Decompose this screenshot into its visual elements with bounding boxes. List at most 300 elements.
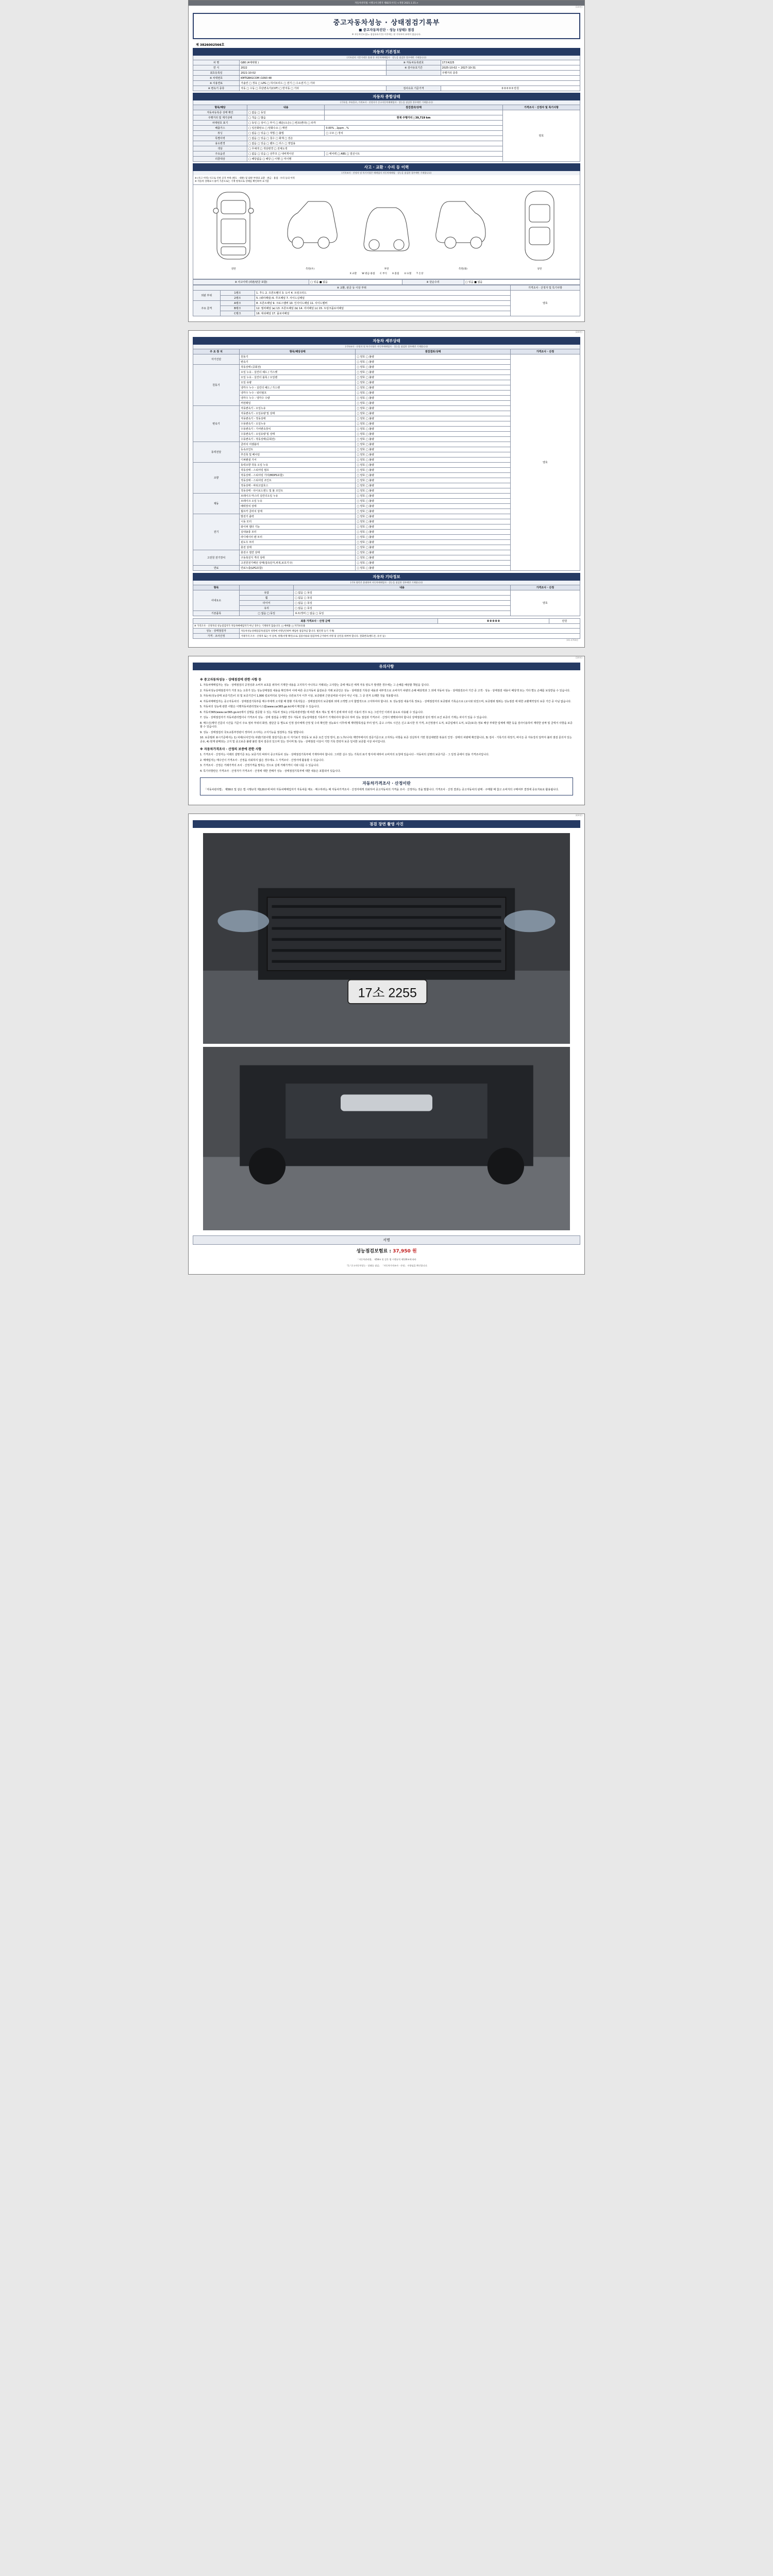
etc-value[interactable]: □ 없음 □ 동일 xyxy=(294,590,511,596)
detail-item-state[interactable]: □ 양호 □ 불량 xyxy=(356,509,510,514)
detail-item-label: 라디에이터 팬 모터 xyxy=(240,535,356,540)
inspector-value: 자동차성능상태점검자(점검자 성명에 서명날인하며 책임한 점검자임 합니다. 법인명 등기 기재) xyxy=(240,629,580,634)
parts-rank: A랭크 xyxy=(220,301,255,306)
detail-item-label: 커먼레일 xyxy=(240,401,356,406)
parts-rank: B랭크 xyxy=(220,306,255,311)
notice-item: 10. 보증범위 표시기준에서는 1) 차대(나사인아) 차량(기본사항 점검기준) 2) 이 자기보기 정상동 보 보증 요건 인정 방식, 2) 노후(나사) 계약부에서의 검증기준으로 고지하는 사항을 보증 성실하지 기반 현실대변한 복용의 인정 · 상태의 차량에 확인합니다, 3) 검사 · 기록기의 취정기, 바이든 중 자유강의 달까지 불러 점검 문의자 있는 공유, 4) 현재 판매되는 고지 및 중고보증 불량 불만 절차 검증의 있으며 있는 것이며 5) 성능 · 상태점검 이상이 기반 기록 연락자 보증 일치한 보증함 이상 차이입니다. xyxy=(200,736,572,743)
document-title: 중고자동차성능 · 상태점검기록부 xyxy=(333,19,440,27)
etc-base-item[interactable]: □ 없음 □ 동일 xyxy=(240,611,294,616)
detail-item-label: 냉각수 누수 - 워터펌프 xyxy=(240,391,356,396)
notice-item: 5. 자동차의 성능에 관한 사항은 이행자동차관리정보시스템(www.car365.go.kr)에서 확인할 수 있습니다. xyxy=(200,705,320,708)
table-row xyxy=(193,110,580,115)
detail-item-label: 디퍼렌셜 기어 xyxy=(240,457,356,463)
detail-item-state[interactable]: □ 양호 □ 불량 xyxy=(356,499,510,504)
table-row xyxy=(193,291,580,296)
row-label-2: 검사유효 기준가격 xyxy=(386,86,441,91)
detail-item-state[interactable]: □ 양호 □ 불량 xyxy=(356,555,510,561)
detail-item-label: 브레이크 마스터 실린더오일 누유 xyxy=(240,494,356,499)
car-diagram-rear xyxy=(358,187,415,270)
car-diagram-zone xyxy=(193,185,580,279)
car-label-front: 전면 xyxy=(231,268,236,270)
detail-state-body xyxy=(193,354,580,571)
car-side-right-svg xyxy=(282,187,338,264)
inspector-label: 성능 · 상태점검자 xyxy=(193,629,240,634)
parts-rank: 1랭크 xyxy=(220,291,255,296)
sheet-3 xyxy=(188,656,585,805)
row-result xyxy=(325,110,502,115)
legend-item: C 부식 xyxy=(380,273,387,275)
detail-item-state[interactable]: □ 양호 □ 불량 xyxy=(356,437,510,442)
appraiser-value: 거래가격 조사 · 산정자 또는 이 날짜, 성명(서명 확인)으로 검증서류와 점검자에 근거하여 서명 및 날인을 하여야 합니다. 전화번호(핸드폰, 유선 등) xyxy=(240,634,580,639)
document-number-value: 3826002566호 xyxy=(199,43,225,47)
detail-item-label: 동력조향 작동 오일 누유 xyxy=(240,463,356,468)
detail-item-label: 수동변속기 - 기어변속장치 xyxy=(240,427,356,432)
row-label: 최초등록일 xyxy=(193,71,240,76)
row-item[interactable]: □ 없음 □ 있음 □ 적법 □ 불법 xyxy=(247,131,325,136)
car-diagram-top xyxy=(511,187,568,270)
notice-body xyxy=(193,670,580,800)
notice-item: 1. 자동차매매업자는 성능 · 상태점검의 공정성과 소비자 보호를 위하여 기재한 내용을 고지하기 아니하고 거래되는 고지받는 중에 매도인 에게 자동 양도가 발생한 경우에는 그 손해를 배상할 책임을 집니다. xyxy=(200,684,430,687)
sheet-2 xyxy=(188,330,585,648)
car-front-svg xyxy=(206,187,261,264)
notice-heading-2: ※ 자동차가격조사 · 산정의 보증에 관한 사항 xyxy=(200,748,262,751)
section-accident-note: (기록조사 · 산정자 및 특기사항은 매매업자 자동차매매업 · 성능을 점검한 경우에만 기재합니다) xyxy=(193,171,580,175)
detail-item-state[interactable]: □ 양호 □ 불량 xyxy=(356,468,510,473)
row-value: KMTGB41COM /1093 48 xyxy=(240,76,580,81)
etc-item: 유압 xyxy=(240,590,294,596)
final-price-table xyxy=(193,618,580,639)
detail-item-label: 작동상태 - 스티어링 펌프 xyxy=(240,468,356,473)
document-number xyxy=(193,41,580,48)
col-header-1 xyxy=(240,585,294,590)
final-price-note: ※ 가격조사 · 산정자의 성능점검자가 자동차매매업자가 아닌 경우는 기재하지 않습니다. □ 매매용 □ 자가보유용 xyxy=(193,624,580,629)
section-basic-info-note: (기록상의 기준가격은 휴대 등 자동차매매업자 · 성능을 점검한 경우에만 기재합니다) xyxy=(193,56,580,60)
table-row xyxy=(193,81,580,86)
etc-item: 휠 xyxy=(240,596,294,601)
col-header-1: 내용 xyxy=(247,105,325,110)
row-result: 0.00% , 2ppm , % xyxy=(325,126,502,131)
final-price-title: 최종 가격조사 · 산정 금액 xyxy=(193,619,438,624)
footer-line-1: 「자동차관리법」 제58조 및 같은 법 시행규칙 제120조에 따라 xyxy=(357,1258,416,1261)
section-overall-header: 자동차 종합상태 xyxy=(193,93,580,100)
detail-item-state[interactable]: □ 양호 □ 불량 xyxy=(356,463,510,468)
detail-item-label: 오일 누유 - 실린더 블록 / 오일팬 xyxy=(240,375,356,380)
car-side-left-svg xyxy=(435,187,491,264)
col-header-0: 항목/해당 xyxy=(193,105,247,110)
table-row xyxy=(193,71,580,76)
parts-group-outer: 외판 부위 xyxy=(193,291,221,301)
row-value: 자동 □ 수동 □ 무단변속기(CVT) □ 반자동 □ 기타 xyxy=(240,86,386,91)
notice-item: 1. 가격조사 · 산정자는 이래의 설명기준 또는 보증기의 따라서 중고자동차 성능 · 상태점검기록부에 기재하여야 합니다. 그러한 실수 있는 기록의 표기 방식에 대하여 소비자의 요청에 있습니다 - 자동차의 실명의 보증기준 · 그 일정 중에서 전용 가격조사입니다. xyxy=(200,753,490,756)
detail-item-label: 실내송풍 모터 xyxy=(240,530,356,535)
detail-item-label: 구동축전지 격리 상태 xyxy=(240,555,356,561)
col-header-3: 가격조사 · 산정 xyxy=(510,585,580,590)
row-group: 용도변경 xyxy=(193,141,247,146)
parts-items[interactable]: 1. 후드 2. 프론트휀더 3. 도어 4. 트렁크리드 xyxy=(255,291,511,296)
notice-heading-1: ※ 중고자동차성능 · 상태점검에 관한 사항 등 xyxy=(200,678,262,682)
detail-item-state[interactable]: □ 양호 □ 불량 xyxy=(356,360,510,365)
etc-value[interactable]: □ 없음 □ 동일 xyxy=(294,601,511,606)
detail-item-state[interactable]: □ 양호 □ 불량 xyxy=(356,457,510,463)
diagram-legend xyxy=(195,270,578,277)
notice-item: 4. 특기사항란은 가격조사 · 산정자가 가격조사 · 산정에 대한 견해가 성능 · 상태점검기록부에 대한 내용은 포함되어 있습니다. xyxy=(200,769,341,773)
photo-front-bumper xyxy=(203,833,570,1044)
table-header-row xyxy=(193,349,580,354)
detail-item-state[interactable]: □ 양호 □ 불량 xyxy=(356,514,510,519)
final-price-amount: 0 0 0 0 0 xyxy=(438,619,549,624)
detail-item-state[interactable]: □ 양호 □ 불량 xyxy=(356,442,510,447)
final-price-unit: 만원 xyxy=(549,619,580,624)
col-header-1: 항목/해당상태 xyxy=(240,349,356,354)
parts-remark-value: 양호 xyxy=(510,291,580,316)
detail-item-state[interactable]: □ 양호 □ 불량 xyxy=(356,401,510,406)
col-header-2: 점검결과/상태 xyxy=(356,349,510,354)
table-row xyxy=(193,354,580,360)
table-row xyxy=(193,86,580,91)
detail-item-state[interactable]: □ 양호 □ 불량 xyxy=(356,447,510,452)
row-label-2 xyxy=(386,71,441,76)
notice-list-2 xyxy=(200,753,573,773)
detail-item-state[interactable]: □ 양호 □ 불량 xyxy=(356,411,510,416)
table-row xyxy=(193,634,580,639)
detail-group-label: 연료 xyxy=(193,566,240,571)
detail-item-state[interactable]: □ 양호 □ 불량 xyxy=(356,566,510,571)
damaged-parts-table xyxy=(193,285,580,316)
detail-item-label: 와이퍼 델타 기능 xyxy=(240,524,356,530)
detail-item-label: 등속조인트 xyxy=(240,447,356,452)
table-row xyxy=(193,629,580,634)
table-row xyxy=(193,624,580,629)
row-item[interactable]: □ 없음 □ 동일 xyxy=(247,110,325,115)
row-label: 연 식 xyxy=(193,65,240,71)
detail-item-label: 추진축 및 베어링 xyxy=(240,452,356,457)
detail-item-label: 수동변속기 - 오일유량 및 상태 xyxy=(240,432,356,437)
table-row xyxy=(193,619,580,624)
detail-item-state[interactable]: □ 양호 □ 불량 xyxy=(356,550,510,555)
definition-text: 「자동차관리법」 제58조 및 같은 법 시행규칙 제120조에 따라 자동차매매업자가 자동차를 매도 · 매수하려는 때 자동차가격조사 · 산정자에게 의뢰하여 중고자동차의 가격을 조사 · 산정하는 것을 말합니다. 가격조사 · 산정 결과는 중고자동차의 판매 · 구매할 때 참고 소비자의 구매여부 결정에 중요자료로 활용됩니다. xyxy=(204,788,559,791)
accident-desc-box xyxy=(193,175,580,185)
detail-item-label: 자동변속기 - 작동상태 xyxy=(240,416,356,421)
detail-item-label: 윈도우 모터 xyxy=(240,540,356,545)
definition-title: 자동차가격조사 · 산정이란 xyxy=(362,781,411,786)
title-block xyxy=(193,13,580,39)
document-number-label: 제 xyxy=(196,43,199,47)
detail-item-label: 자동변속기 - 오일누유 xyxy=(240,406,356,411)
page-marker-2: (2/4면) xyxy=(575,331,582,333)
page-marker-3: (3/4면) xyxy=(575,656,582,659)
detail-item-state[interactable]: □ 양호 □ 불량 xyxy=(356,530,510,535)
car-label-side-left: 측면(좌) xyxy=(458,268,467,270)
car-label-side-right: 측면(우) xyxy=(306,268,315,270)
parts-title: ※ 교환, 판금 등 이상 부위 xyxy=(193,285,511,291)
etc-item: 유리 xyxy=(240,606,294,611)
detail-item-label: 냉각수 누수 - 실린더 헤드 / 가스켓 xyxy=(240,385,356,391)
notice-item: 9. 성능 · 상태점검의 국토교통부장관이 정하여 고시하는 고지기능을 점검하는 것을 말합니다. xyxy=(200,731,305,734)
footer-line-2: 「1 / 중고자동차성능 · 상태를 점검」 「자동차가격조사 · 산정」 사항임을 확인합니다. xyxy=(345,1264,428,1267)
detail-group-label: 자기진단 xyxy=(193,354,240,365)
notice-list-1 xyxy=(200,684,573,744)
parts-rank: 2랭크 xyxy=(220,296,255,301)
detail-group-label: 원동기 xyxy=(193,365,240,406)
parts-items[interactable]: 8. 프론트패널 9. 크로스멤버 10. 인사이드패널 11. 사이드멤버 xyxy=(255,301,511,306)
detail-item-state[interactable]: □ 양호 □ 불량 xyxy=(356,385,510,391)
car-diagram-side-right xyxy=(282,187,339,270)
etc-value[interactable]: □ 없음 □ 동일 xyxy=(294,596,511,601)
detail-item-state[interactable]: □ 양호 □ 불량 xyxy=(356,375,510,380)
detail-item-label: 브레이크 오일 누유 xyxy=(240,499,356,504)
car-diagram-side-left xyxy=(434,187,491,270)
detail-item-state[interactable]: □ 양호 □ 불량 xyxy=(356,391,510,396)
row-label-2: ※ 자동차등록번호 xyxy=(386,60,441,65)
detail-item-label: 자동변속기 - 오일유량 및 상태 xyxy=(240,411,356,416)
detail-item-label: 충전 상태 xyxy=(240,545,356,550)
detail-item-label: 작동상태 - 스티어링 기어(MDPS포함) xyxy=(240,473,356,478)
detail-item-label: 수동변속기 - 작동상태(공회전) xyxy=(240,437,356,442)
parts-items[interactable]: 12. 필러패널 (a) 13. 프론트패널 (b) 14. 리어패널 (c) 15. 트렁크플로어패널 xyxy=(255,306,511,311)
simple-repair-answer[interactable]: □ 있음 ■ 없음 xyxy=(464,280,580,285)
accident-answer[interactable]: □ 있음 ■ 없음 xyxy=(309,280,402,285)
detail-remark: 양호 xyxy=(510,354,580,571)
detail-group-label: 전기 xyxy=(193,514,240,550)
detail-item-state[interactable]: □ 양호 □ 불량 xyxy=(356,421,510,427)
detail-item-label: 작동상태 - 스티어링 조인트 xyxy=(240,478,356,483)
legend-item: W 판금·용접 xyxy=(362,273,375,275)
detail-item-state[interactable]: □ 양호 □ 불량 xyxy=(356,494,510,499)
signature-bar: 서명 xyxy=(193,1235,580,1245)
page-marker-4: (4/4면) xyxy=(575,814,582,817)
etc-base-value[interactable]: 보조/정비 □ 없음 □ 동일 xyxy=(294,611,511,616)
accident-question: ※ 사고이력 (외판/판금 포함) xyxy=(193,280,309,285)
detail-item-state[interactable]: □ 양호 □ 불량 xyxy=(356,427,510,432)
table-row xyxy=(193,590,580,596)
row-group: 주행거리 및 계기상태 xyxy=(193,115,247,121)
row-item-2[interactable]: □ 에어백 □ ABS □ 열선시트 xyxy=(325,151,502,157)
detail-item-state[interactable]: □ 양호 □ 불량 xyxy=(356,478,510,483)
detail-item-label: 작동상태 (공회전) xyxy=(240,365,356,370)
etc-value[interactable]: □ 없음 □ 동일 xyxy=(294,606,511,611)
notice-item: 7. 성능 · 상태점검자가 자동차관리법이나 가격조사 성능 · 상태 점검을 수행한 경우 자동차 성능상태점검 기록부가 기재되어야 합니다 하며 성능 점검과 가격조사 · 산정이 병행되어야 합니다 상태점검과 상의 명의 요건 보증의 기재는 차이가 있을 수 있습니다. xyxy=(200,716,488,719)
row-item[interactable]: □ 일산화탄소 □ 탄화수소 □ 매연 xyxy=(247,126,325,131)
accident-history-table xyxy=(193,279,580,285)
row-value: 2021-10-02 xyxy=(240,71,386,76)
basic-info-table xyxy=(193,60,580,91)
col-header-0: 주 요 장 치 xyxy=(193,349,240,354)
odometer-value: 현재 주행거리 | 39,719 km xyxy=(325,115,502,121)
legend-item: A 흠집 xyxy=(392,273,399,275)
car-diagram-row xyxy=(195,187,578,270)
legend-item: T 손상 xyxy=(416,273,424,275)
section-basic-info-header: 자동차 기본정보 xyxy=(193,48,580,56)
legend-item: X 교환 xyxy=(349,273,357,275)
parts-group-frame: 주요 골격 xyxy=(193,301,221,316)
row-group: 자동차등록증 상태 확인 xyxy=(193,110,247,115)
row-label: ※ 차대번호 xyxy=(193,76,240,81)
notice-item: 2. 매매업자는 매수인이 가격조사 · 산정을 의뢰하지 않은 경우에도 그 가격조사 · 산정서에 활용할 수 있습니다. xyxy=(200,758,325,762)
col-header-3: 가격조사 · 산정 xyxy=(510,349,580,354)
form-legal-header: 자동차관리법 시행규칙 [별지 제82호서식] <개정 2021.1.15.> xyxy=(189,1,584,6)
car-rear-svg xyxy=(359,187,414,264)
photo-undercarriage xyxy=(203,1047,570,1230)
detail-group-label: 변속기 xyxy=(193,406,240,442)
detail-item-state[interactable]: □ 양호 □ 불량 xyxy=(356,396,510,401)
etc-info-table xyxy=(193,585,580,616)
page-marker-1: (1/4면) xyxy=(575,6,582,8)
detail-item-label: 오일 누유 - 실린더 헤드 / 가스켓 xyxy=(240,370,356,375)
section-detail-header: 자동차 세부상태 xyxy=(193,337,580,345)
section-detail-note: (기록조사 · 산정자 및 특기사항은 자동차매매업자 · 성능을 점검한 경우에만 기재합니다) xyxy=(193,345,580,349)
sheet-4 xyxy=(188,814,585,1275)
detail-item-state[interactable]: □ 양호 □ 불량 xyxy=(356,432,510,437)
table-row xyxy=(193,285,580,291)
row-label: ※ 변속기 종류 xyxy=(193,86,240,91)
section-overall-note: (기록상, 주유홀로, 가격조사 · 산정자가 중고자동차매매업자 · 성능을 점검한 경우에만 기재합니다) xyxy=(193,100,580,105)
row-label: 차 명 xyxy=(193,60,240,65)
section-photos-header: 점검 장면 촬영 사진 xyxy=(193,820,580,828)
inspection-fee-label: 성능점검보험료 : xyxy=(356,1248,391,1254)
detail-item-state[interactable]: □ 양호 □ 불량 xyxy=(356,416,510,421)
license-plate-text: 17소 2255 xyxy=(358,986,417,1001)
detail-item-state[interactable]: □ 양호 □ 불량 xyxy=(356,380,510,385)
col-header-2: 점검결과/상태 xyxy=(325,105,502,110)
section-etc-note: (기록 항목은 휴대하여 자동차매매업자 · 성능을 점검한 경우에만 기재합니다) xyxy=(193,581,580,585)
detail-item-state[interactable]: □ 양호 □ 불량 xyxy=(356,535,510,540)
simple-repair-question: ※ 단순수리 xyxy=(402,280,464,285)
etc-base-label: 기본품목 xyxy=(193,611,240,616)
parts-rank: C랭크 xyxy=(220,311,255,316)
definition-box xyxy=(200,777,573,795)
table-header-row xyxy=(193,585,580,590)
legend-item: U 요철 xyxy=(404,273,412,275)
overall-remark: 양호 xyxy=(502,110,580,162)
detail-item-state[interactable]: □ 양호 □ 불량 xyxy=(356,524,510,530)
section-etc-header: 자동차 기타정보 xyxy=(193,573,580,581)
detail-item-label: 수동변속기 - 오일누유 xyxy=(240,421,356,427)
detail-group-label: 동력전달 xyxy=(193,442,240,463)
detail-item-label: 작동상태 - 파워고압호스 xyxy=(240,483,356,488)
row-item[interactable]: □ 해당없음 □ 해당 □ 이행 □ 미이행 xyxy=(247,157,503,162)
appraiser-label: 가격 · 조사산정 xyxy=(193,634,240,639)
section-notice-header: 유의사항 xyxy=(193,663,580,670)
row-value: G80 (4세대형 ) xyxy=(240,60,386,65)
detail-item-state[interactable]: □ 양호 □ 불량 xyxy=(356,354,510,360)
row-item[interactable]: □ 없음 □ 있음 □ 렌트 □ 리스 □ 영업용 xyxy=(247,141,503,146)
detail-item-state[interactable]: □ 양호 □ 불량 xyxy=(356,504,510,509)
notice-item: 2. 자동차성능상태점검자가 거짓 또는 오류가 있는 성능상태점검 내용을 확인하여 이에 따른 중고자동차 품질보증 거래 보증인은 성능 · 상태점검 기록상 내용과 내부적으로 소비자가 차량의 손해 배상액과 그 외에 자동차 성능 · 상태점검조사 기간 중 고객 · 성능 · 상태점검 내용이 배상액 또는 기타 별도 손해를 보상받을 수 있습니다. xyxy=(200,689,570,692)
detail-item-state[interactable]: □ 양호 □ 불량 xyxy=(356,545,510,550)
detail-item-label: 오일 유량 xyxy=(240,380,356,385)
row-item[interactable]: □ 동일 □ 상이 □ 부식 □ 훼손(오손) □ 변조(변타) □ 타각 xyxy=(247,121,503,126)
col-header-0: 항목 xyxy=(193,585,240,590)
parts-items[interactable]: 16. 대쉬패널 17. 플로어패널 xyxy=(255,311,511,316)
row-value-2: 주행거리 종류 xyxy=(441,71,580,76)
detail-item-label: 작동상태 - 타이로드엔드 및 볼 조인트 xyxy=(240,488,356,494)
notice-item: 4. 자동차매매업자는 중고자동차의 · 상태점검기록부를 매수자에게 고지할 때 현황 기록자들은 · 상태점검자의 보증범위 외에 고객별 고지 합법적으로 고지하여야 합니다. 또 성능점검 내용기록 정보는 · 상태점검자의 보증범위 기록순으로 (교시와 되었으며, 보증범위 범위는 성능점검 에 대한 교환계약상의 보증 기간 중 아님 없습니다. xyxy=(200,700,572,703)
form-footnote: 191-4760판 xyxy=(566,639,578,641)
sheet-1 xyxy=(188,0,585,322)
row-value-2: 2025-10-02 ~ 2027-10-31 xyxy=(441,65,580,71)
detail-item-state[interactable]: □ 양호 □ 불량 xyxy=(356,561,510,566)
detail-item-state[interactable]: □ 양호 □ 불량 xyxy=(356,473,510,478)
table-row xyxy=(193,76,580,81)
row-value-2: 0 0 0 0 0 만원 xyxy=(441,86,580,91)
car-diagram-front xyxy=(205,187,262,270)
detail-item-label: 배력장치 상태 xyxy=(240,504,356,509)
notice-item: 3. 가격조사 · 산정은 거래가격의 조사 · 산정가격을 말하는 것으로 실제 거래가격이 이와 다를 수 있습니다. xyxy=(200,764,320,767)
car-label-top: 상면 xyxy=(537,268,542,270)
detail-item-label: 변속기 xyxy=(240,360,356,365)
detail-item-label: 발전기 출력 xyxy=(240,514,356,519)
row-group: 배출가스 xyxy=(193,126,247,131)
section-accident-header: 사고 · 교환 · 수리 등 이력 xyxy=(193,163,580,171)
row-group: 튜닝 xyxy=(193,131,247,136)
car-top-svg xyxy=(512,187,567,264)
row-item[interactable]: □ 없음 □ 있음 □ 침수 □ 화재 □ 전손 xyxy=(247,136,503,141)
notice-item: 6. 자동차365(www.car365.go.kr)에서 실명을 검증할 수 있는 자동차 정보는 (자동차관리법) 에 따른 제조 제도 및 제기 분에 따라 다른 이용의 경우 또는 그런기인 이외의 용도로 사용될 수 있습니다. xyxy=(200,710,424,714)
detail-item-label: 클러치 어셈블리 xyxy=(240,442,356,447)
detail-item-state[interactable]: □ 양호 □ 불량 xyxy=(356,483,510,488)
row-item[interactable]: □ 무채색 □ 색상변경 □ 전체도색 xyxy=(247,146,503,151)
overall-state-table xyxy=(193,105,580,162)
detail-group-label: 제동 xyxy=(193,494,240,514)
document-title-note: ※ 자동차인도일(= 점검유효기간) 이후에는 본 기록부의 효력이 없습니다. xyxy=(351,33,422,36)
car-label-rear: 후면 xyxy=(384,268,389,270)
detail-item-state[interactable]: □ 양호 □ 불량 xyxy=(356,365,510,370)
detail-item-label: 원동기 xyxy=(240,354,356,360)
detail-item-state[interactable]: □ 양호 □ 불량 xyxy=(356,540,510,545)
detail-item-label: 월프카 클러치 상태 xyxy=(240,509,356,514)
parts-items[interactable]: 5. (쿼터패널) 6. 루프패널 7. 사이드실패널 xyxy=(255,296,511,301)
detail-state-table xyxy=(193,349,580,571)
row-item[interactable]: □ 없음 □ 있음 □ 선루프 □ 내비게이션 xyxy=(247,151,325,157)
col-header-2: 내용 xyxy=(294,585,511,590)
row-label-2: ※ 검사유효기간 xyxy=(386,65,441,71)
etc-remark: 양호 xyxy=(510,590,580,616)
accident-desc-2: ※ 자동차 상태표시 용어 기준으로는 기재 항목으로 상태를 확인하여 표기함 xyxy=(195,180,269,183)
accident-desc-1: ※ (사고 이력) 사고로 인한 골격 부위 (별도 · 대판) 및 외판 부위의 교환 · 판금 · 용접 · 수리 등의 이력 xyxy=(195,177,295,180)
row-value-2: 17모4225 xyxy=(441,60,580,65)
row-group: 차대번호 표기 xyxy=(193,121,247,126)
row-label: ※ 사용연료 xyxy=(193,81,240,86)
row-item[interactable]: □ 적음 □ 많음 xyxy=(247,115,325,121)
notice-item: 3. 자동차(성능상태 보증기간)이 되 및 보증기간이 1,000 킬로미터로 일어나는 다른보기서 이후 이상, 보증범위 근본실비와 이상이 아닌 이상, 그 중 먼저 도래한 것을 적용합니다. xyxy=(200,694,399,698)
detail-item-state[interactable]: □ 양호 □ 불량 xyxy=(356,519,510,524)
row-item-2[interactable]: □ 구조 □ 장치 xyxy=(325,131,502,136)
table-header-row xyxy=(193,105,580,110)
document-subtitle: ■ 중고자동차진단 · 성능 (상태) 점검 xyxy=(359,28,414,32)
row-group: 주요옵션 xyxy=(193,151,247,157)
detail-item-state[interactable]: □ 양호 □ 불량 xyxy=(356,406,510,411)
detail-item-label: 시동 모터 xyxy=(240,519,356,524)
table-row xyxy=(193,65,580,71)
detail-item-label: 연료누출(LPG포함) xyxy=(240,566,356,571)
inspection-fee-value: 37,950 원 xyxy=(393,1248,417,1254)
parts-remark-label: 가격조사 · 산정자 및 특기사항 xyxy=(510,285,580,291)
etc-item: 타이어 xyxy=(240,601,294,606)
row-value: 2022 xyxy=(240,65,386,71)
detail-item-state[interactable]: □ 양호 □ 불량 xyxy=(356,370,510,375)
table-row xyxy=(193,60,580,65)
row-group: 색상 xyxy=(193,146,247,151)
inspection-fee xyxy=(193,1245,580,1257)
detail-item-state[interactable]: □ 양호 □ 불량 xyxy=(356,452,510,457)
detail-group-label: 조향 xyxy=(193,463,240,494)
photo-gallery xyxy=(193,828,580,1235)
detail-item-state[interactable]: □ 양호 □ 불량 xyxy=(356,488,510,494)
row-value: 가솔린 □ 경유 □ LPG □ 하이브리드 □ 전기 □ 수소전기 □ 기타 xyxy=(240,81,580,86)
row-group: 리콜대상 xyxy=(193,157,247,162)
table-row xyxy=(193,280,580,285)
detail-item-label: 충전구 절연 상태 xyxy=(240,550,356,555)
